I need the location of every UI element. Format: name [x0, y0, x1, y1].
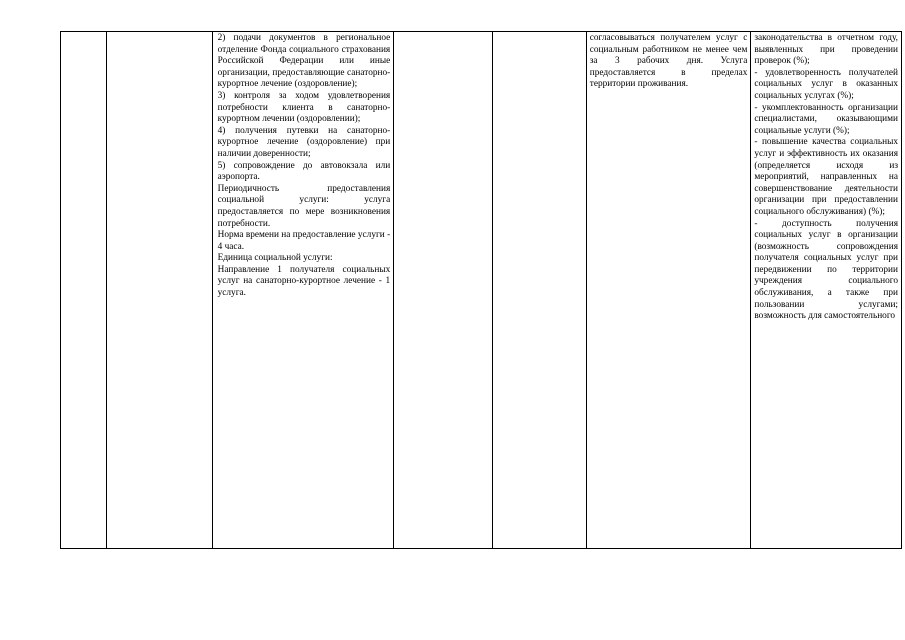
indicator-paragraph: законодательства в отчетном году, выявленных при проведении проверок (%);	[754, 33, 898, 67]
description-paragraph: Периодичность предоставления социальной услуги: услуга предоставляется по мере возникновения потребности.	[217, 183, 391, 229]
services-table	[60, 31, 902, 549]
description-paragraph: Норма времени на предоставление услуги - 4 часа.	[217, 230, 391, 252]
indicator-paragraph: - укомплектованность организации специалистами, оказывающими социальные услуги (%);	[754, 102, 898, 136]
description-paragraph: 2) подачи документов в региональное отделение Фонда социального страхования Российской Федерации или иные организации, предоставляющие санаторно-курортное лечение (оздоровление);	[217, 33, 391, 90]
table-cell-service-description	[213, 32, 395, 548]
conditions-paragraph: согласовываться получателем услуг с социальным работником не менее чем за 3 рабочих дня. Услуга предоставляется в пределах территории проживания.	[589, 33, 748, 90]
indicator-paragraph: - доступность получения социальных услуг в организации (возможность сопровождения получателя социальных услуг при передвижении по территории учреждения социального обслуживания, а также при пользовании услугами; возможность для самостоятельного	[754, 218, 898, 322]
indicator-paragraph: - удовлетворенность получателей социальных услуг в оказанных социальных услугах (%);	[754, 67, 898, 101]
description-paragraph: 3) контроля за ходом удовлетворения потребности клиента в санаторно-курортном лечении (оздоровлении);	[217, 90, 391, 125]
description-paragraph: Единица социальной услуги:	[217, 253, 333, 264]
description-paragraph: Направление 1 получателя социальных услуг на санаторно-курортное лечение - 1 услуга.	[217, 264, 391, 299]
table-cell-quality-indicators	[751, 32, 901, 548]
table-cell-conditions	[587, 32, 752, 548]
table-cell-service-name	[107, 32, 213, 548]
description-paragraph: 5) сопровождение до автовокзала или аэропорта.	[217, 160, 391, 183]
table-cell-empty	[394, 32, 493, 548]
description-paragraph: 4) получения путевки на санаторно-курортное лечение (оздоровление) при наличии доверенности;	[217, 125, 391, 159]
table-cell-empty	[493, 32, 587, 548]
indicator-paragraph: - повышение качества социальных услуг и эффективность их оказания (определяется исходя из мероприятий, направленных на совершенствование деятельности организации при предоставлении социального обслуживания) (%);	[754, 137, 898, 217]
table-cell-number	[61, 32, 107, 548]
